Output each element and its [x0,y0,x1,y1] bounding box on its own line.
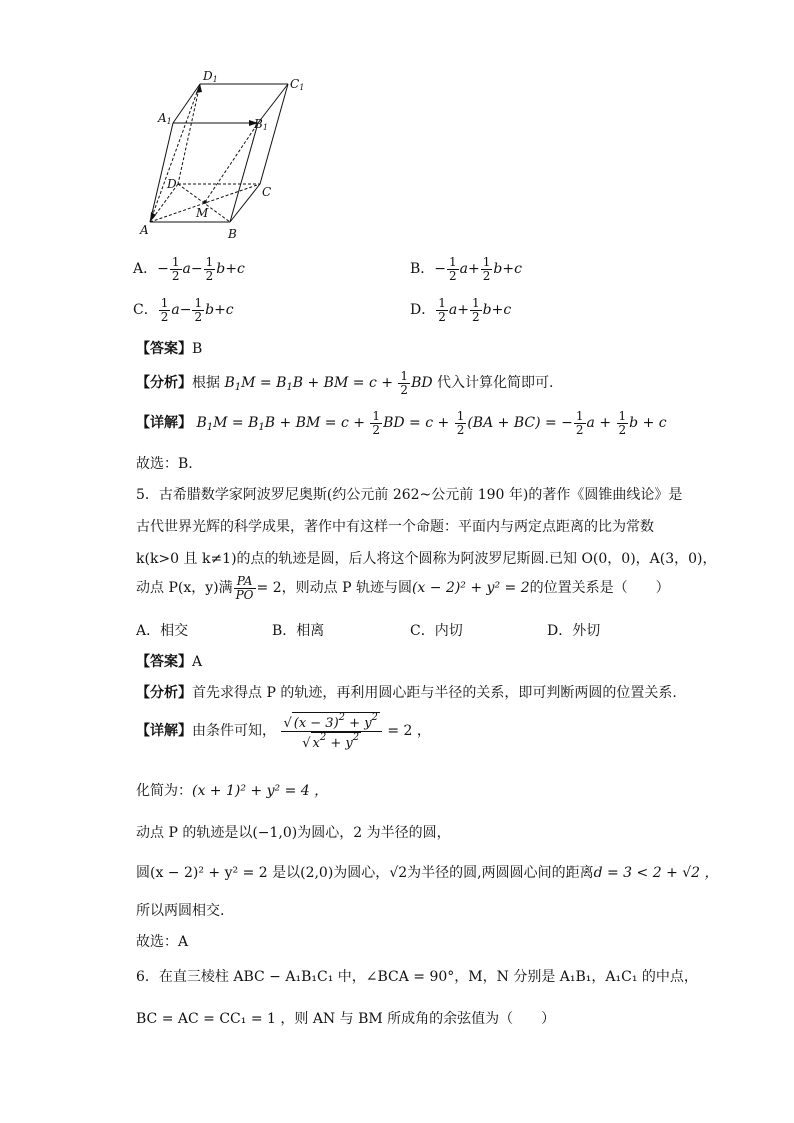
label-d1: D1 [203,69,218,84]
label-d: D [167,177,177,191]
label-m: M [196,206,209,220]
parallelepiped-figure [130,62,320,242]
q4-analysis: 【分析】根据 $B_1M = B_1B$ + BM = c + $\frac{1}{2}$ BD 代入计算化简即可. [136,369,554,397]
q6-line2: BC = AC = CC₁ = 1 ，则 AN 与 BM 所成角的余弦值为（ ） [136,1011,556,1027]
q5-intersect: 所以两圆相交. [136,903,225,919]
q5-analysis: 【分析】首先求得点 P 的轨迹，再利用圆心距与半径的关系，即可判断两圆的位置关系. [136,685,677,701]
q4-detail: 【详解】 $B_1M = B_1B$ + BM = c + $\frac{1}{2}$ BD = c + $\frac{1}{2}$ (BA + BC) = − $\frac{1}{2}$ a + $\frac{1}{2}$ b + c [136,409,667,437]
q4-option-d[interactable]: D． $\frac{1}{2}$ a+ $\frac{1}{2}$ b+c [410,296,512,324]
q5-option-a[interactable]: A．相交 [136,623,189,639]
label-a: A [140,223,149,237]
q5-option-c[interactable]: C．内切 [410,623,463,639]
q5-simplify: 化简为：(x + 1)² + y² = 4 ， [136,783,329,799]
label-c1: C1 [290,77,305,92]
label-b: B [228,227,237,241]
q5-line1: 5．古希腊数学家阿波罗尼奥斯(约公元前 262~公元前 190 年)的著作《圆锥曲线论》是 [136,487,683,503]
q5-answer: 【答案】A [136,654,203,670]
label-a1: A1 [158,111,172,126]
q6-line1: 6．在直三棱柱 ABC − A₁B₁C₁ 中，∠BCA = 90°，M，N 分别是 A₁B₁，A₁C₁ 的中点， [136,969,698,985]
label-b1: B1 [254,117,268,132]
q5-detail: 【详解】由条件可知， $\frac{√ (x - 3)^2 + y^2}{√ x^2 + y^2}$ = 2 ， [136,712,431,751]
q5-line4: 动点 P(x，y)满 $\frac{PA}{PO}$ = 2，则动点 P 轨迹与圆(x − 2)² + y² = 2的位置关系是（ ） [136,574,670,602]
q4-option-b[interactable]: B．− $\frac{1}{2}$ a+ $\frac{1}{2}$ b+c [410,255,522,283]
label-c: C [262,185,272,199]
q5-line3: k(k>0 且 k≠1)的点的轨迹是圆，后人将这个圆称为阿波罗尼斯圆.已知 O(0，0)，A(3，0)， [136,551,717,567]
q4-option-c[interactable]: C． $\frac{1}{2}$ a− $\frac{1}{2}$ b+c [133,296,234,324]
q5-line2: 古代世界光辉的科学成果，著作中有这样一个命题：平面内与两定点距离的比为常数 [136,519,654,535]
q5-option-d[interactable]: D．外切 [547,623,601,639]
q4-conclusion: 故选：B. [136,456,193,472]
q4-answer: 【答案】B [136,341,203,357]
q5-conclusion: 故选：A [136,934,189,950]
q5-track: 动点 P 的轨迹是以(−1,0)为圆心，2 为半径的圆， [136,825,451,841]
q5-circle-relation: 圆(x − 2)² + y² = 2 是以(2,0)为圆心，√2为半径的圆,两圆圆心间的距离d = 3 < 2 + √2 ， [136,865,719,881]
q5-option-b[interactable]: B．相离 [272,623,325,639]
q4-option-a[interactable]: A．− $\frac{1}{2}$ a− $\frac{1}{2}$ b+c [133,255,245,283]
